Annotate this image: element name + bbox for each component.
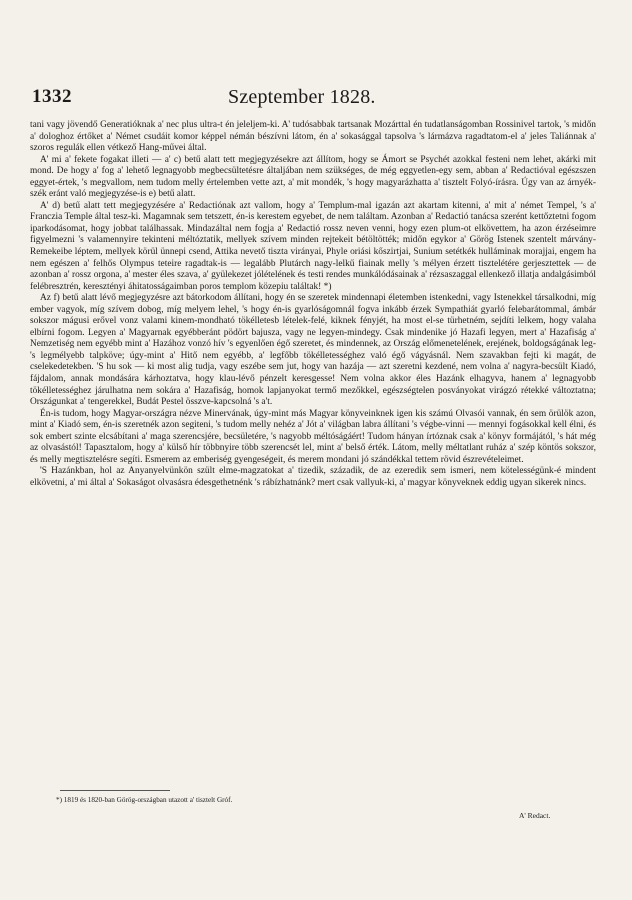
paragraph: Én-is tudom, hogy Magyar-országra nézve Minervának, úgy-mint más Magyar könyveinknek igen kis számú Olvasói vannak, én sem örülök azon, mint a' Kiadó sem, én-is szeretnék azon segiteni, 's tudom melly nehéz a' Jót a' világban labra állítani 's végbe-vinni — mennyi fogásokkal kell élni, és sok embert szinte elcsábítani a' maga szerencsjére, becsületére, 's nagyobb méltóságáért! Tudom hányan írtóznak csak a' könyv formájától, 's hát még az olvasástól! Tapasztalom, hogy a' külső hír többnyire több szerencsét lel, mint a' belső érték. Látom, melly méltatlant ruház a' szép köntös sokszor, és melly megtisztelésre segíti. Esmerem az emberiség gyengeségeit, és merem mondani jó szándékkal tettem rövid észrevételeimet. bbox=[30, 408, 596, 465]
page-number: 1332 bbox=[32, 86, 72, 107]
paragraph: tani vagy jövendő Generatióknak a' nec plus ultra-t én jeleljem-ki. A' tudósabbak tartsanak Mozárttal én tudatlanságomban Rossinivel tartok, 's midőn a' dologhoz értőket a' Német csudáit komor képpel némán bészívni látom, én a' sokasággal tapsolva 's lármázva ragadtatom-el a' jeles Taliánnak a' szoros regulák ellen vétkező Hang-művei által. bbox=[30, 120, 596, 154]
body-text bbox=[30, 120, 596, 490]
footnote-divider bbox=[60, 790, 170, 791]
paragraph: Az f) betű alatt lévő megjegyzésre azt bátorkodom állítani, hogy én se szeretek mindennapi életemben istenkedni, vagy Istenekkel társalkodni, míg ember vagyok, míg szívem dobog, míg melyem lehel, 's hogy én-is gyarlóságomnál fogva inkább érzek Sympathiát gyarló felebarátommal, ámbár sokszor mágusi erővel vonz valami kinem-mondható tökélletesb lételek-felé, kiknek fényjét, ha most el-se türhetném, sejdíti lelkem, hogy valaha elbírni fogom. Legyen a' Magyarnak egyébberánt pödört bajusza, vagy ne legyen-mindegy. Csak mindenike jó Hazafi legyen, mert a' Hazafiság a' Nemzetiség nem egyébb mint a' Hazához vonzó hív 's egyenlően égő szeretet, és mindennek, az Ország előmenetelének, erejének, boldogságának leg-'s legmélyebb talpköve; úgy-mint a' Hitő nem egyébb, a' legfőbb tökélletességhez való égő vágyásnál. Nem szavakban fejti ki magát, de cselekedetekben. 'S hu sok — ki most alig tudja, vagy eszébe sem jut, hogy van hazája — azt szeretni kezdené, nem volna a' nagyra-becsült Kiadó, fájdalom, annak mondására kárhoztatva, hogy klau-lévő pénzelt keresgesse! Nem volna akkor éles Hazánk elhagyva, hanem a' legnagyobb tökélletességhez járulhatna nem sokára a' Hazafiság, homok lapjanyokat termő mezőkkel, egészségtelen posványokat virágzó rétekké változtatna; Országunkat a' tengerekkel, Budát Pestel összve-kapcsolná 's a't. bbox=[30, 293, 596, 408]
page-header bbox=[0, 86, 632, 116]
paragraph: A' mi a' fekete fogakat illeti — a' c) betű alatt tett megjegyzésekre azt állítom, hogy se Ámort se Psychét azokkal festeni nem lehet, akárki mit mond. De hogy a' fog a' lehető legnagyobb megbecsültetésre általjában nem szükséges, de még eggyetlen-egy sem, abban a' Redactióval egészszen eggyet-értek, 's megvallom, nem tudom melly értelemben vette azt, a' mit mondék, 's hogy magyarázhatta a' tisztelt Folyó-írásra. Úgy van az árnyék-szék eránt való megjegyzése-is e) betű alatt. bbox=[30, 154, 596, 200]
paragraph: 'S Hazánkban, hol az Anyanyelvünkön szült elme-magzatokat a' tizedik, századik, de az ezeredik sem ismeri, nem kötelességünk-é mindent elkövetni, a' mi által a' Sokaságot olvasásra édesgethetnénk 's rábízhatnánk? mert csak vallyuk-ki, a' magyar könyveknek eddig ugyan sikerek nincs. bbox=[30, 466, 596, 488]
signature: A' Redact. bbox=[519, 811, 551, 820]
running-title: Szeptember 1828. bbox=[228, 86, 376, 108]
footnote: *) 1819 és 1820-ban Görög-országban utazott a' tisztelt Gróf. bbox=[56, 796, 233, 804]
paragraph: A' d) betű alatt tett megjegyzésére a' Redactiónak azt vallom, hogy a' Templum-mal igazán azt akartam kitenni, a' mit a' német Tempel, 's a' Franczia Temple által tesz-ki. Magamnak sem tetszett, én-is kerestem egyebet, de nem találtam. Azonban a' Redactió tanácsa szerént kettőztetni fogom iparkodásomat, hogy jobbat találhassak. Mindazáltal nem fogja a' Redactió rossz neven venni, hogy ezen plum-ot elkövettem, ha azon érzéseimre figyelmezni 's valamennyire tekinteni méltóztatik, mellyek szívem minden rejtekeit bétöltötték; midőn egykor a' Görög Istenek szentelt márvány-Remekeibe léptem, mellyek körül ünnepi csend, Attika nevető tiszta virányai, Phyle oriási kőszirtjai, Sunium setétkék hulláminak morajjai, engem ha nem egészen a' felhős Olympus teteire ragadtak-is — legalább Plutárch nagy-lelkű fiainak melly 's mélyen érzett tisztelétére gerjesztettek — de azonban a' rossz orgona, a' mester éles szava, a' gyülekezet jólételének és testi rendes munkálódásainak a' rézsaszaggal ellenkező illatja andalgásimból felébresztrén, keresztényi áhitatosságaimban poros templom közepiu találtak! *) bbox=[30, 200, 597, 292]
